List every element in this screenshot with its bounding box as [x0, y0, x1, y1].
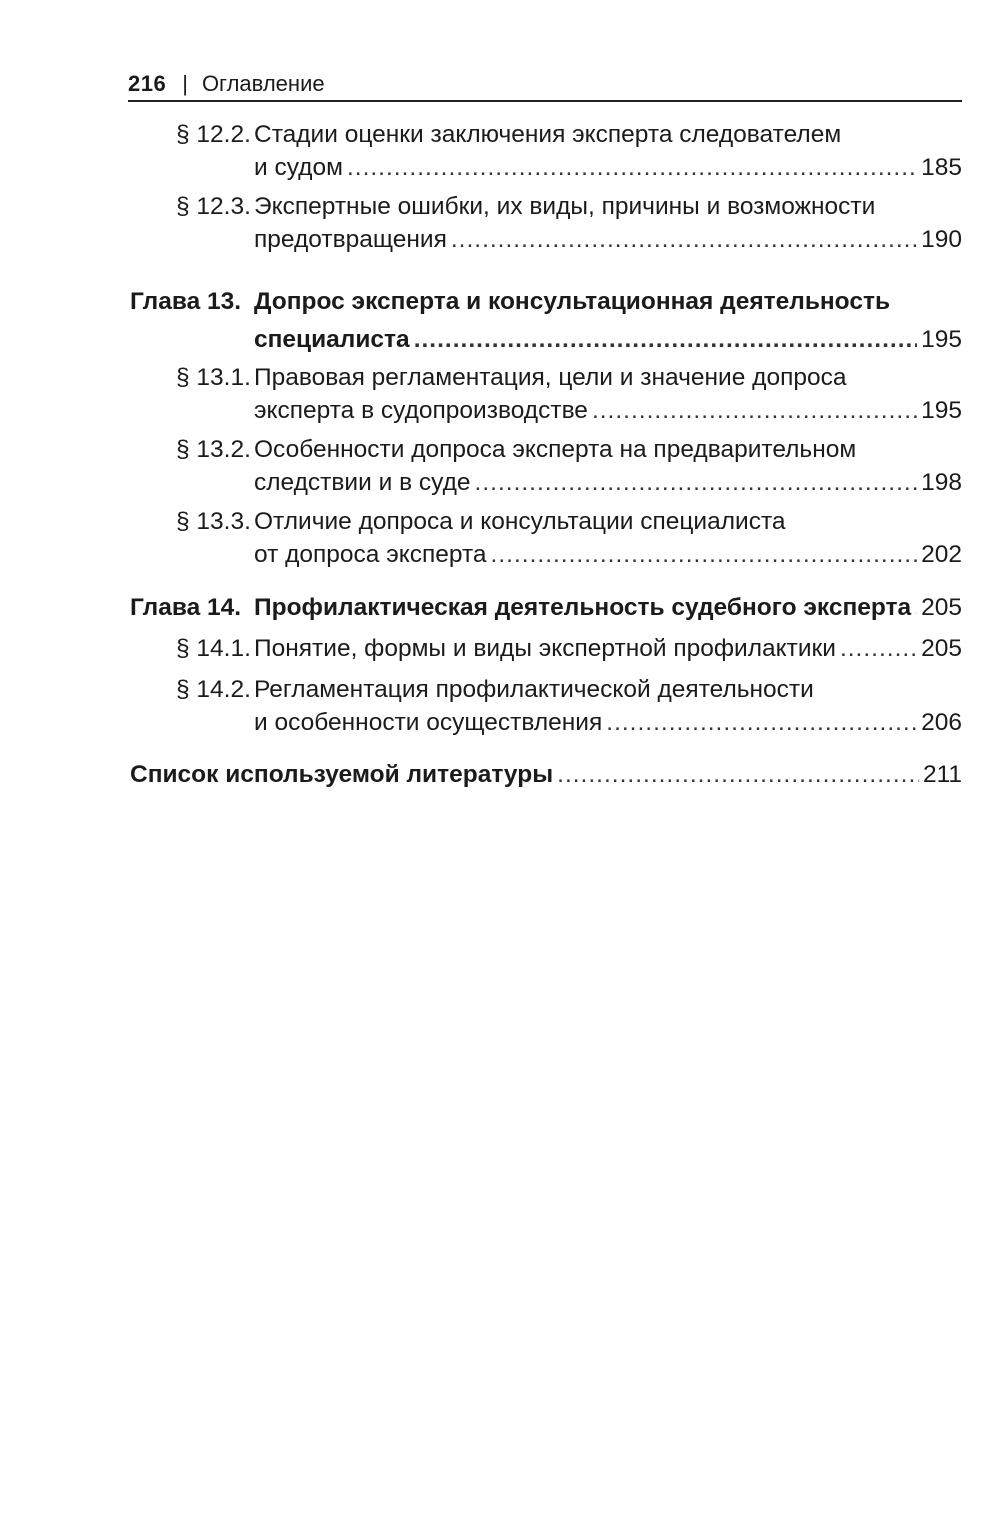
toc-entry-title-cont: и судом	[254, 154, 343, 181]
toc-entry-title: Понятие, формы и виды экспертной профилактики	[254, 635, 836, 662]
leader-dots	[475, 466, 918, 499]
toc-entry-title: Регламентация профилактической деятельности	[254, 676, 814, 703]
header-section-title: Оглавление	[201, 71, 325, 96]
leader-dots	[840, 632, 917, 665]
toc-chapter-number: Глава 14.	[130, 594, 242, 621]
toc-entry-number: § 12.2.	[176, 121, 251, 148]
toc-page-number: 205	[921, 635, 962, 662]
toc-entry-title-cont: и особенности осуществления	[254, 709, 603, 736]
toc-chapter-title: Профилактическая деятельность судебного эксперта	[254, 594, 912, 621]
toc-page-number: 202	[921, 541, 962, 568]
running-header	[128, 68, 962, 100]
toc-entry-number: § 13.3.	[176, 508, 251, 535]
toc-page-number: 195	[921, 326, 962, 353]
toc-entry-number: § 14.2.	[176, 676, 251, 703]
toc-entry-12-3[interactable]	[176, 190, 962, 256]
toc-page-number: 198	[921, 469, 962, 496]
toc-entry-12-2[interactable]	[176, 118, 962, 184]
toc-entry-title-cont: эксперта в судопроизводстве	[254, 397, 588, 424]
toc-entry-title: Правовая регламентация, цели и значение допроса	[254, 364, 847, 391]
toc-chapter-title-cont: специалиста	[254, 326, 410, 353]
toc-entry-title: Стадии оценки заключения эксперта следователем	[254, 121, 842, 148]
toc-page-number: 195	[921, 397, 962, 424]
toc-entry-title: Особенности допроса эксперта на предварительном	[254, 436, 857, 463]
toc-page-number: 206	[921, 709, 962, 736]
leader-dots	[915, 591, 917, 624]
toc-page-number: 185	[921, 154, 962, 181]
toc-entry-title-cont: следствии и в суде	[254, 469, 471, 496]
leader-dots	[347, 151, 917, 184]
toc-entry-number: § 14.1.	[176, 635, 251, 662]
toc-entry-14-1[interactable]	[176, 632, 962, 665]
toc-entry-title: Отличие допроса и консультации специалиста	[254, 508, 786, 535]
leader-dots	[491, 538, 918, 571]
header-separator: |	[182, 71, 188, 96]
leader-dots	[451, 223, 917, 256]
toc-page-number: 211	[922, 761, 962, 788]
leader-dots	[592, 394, 917, 427]
leader-dots	[557, 758, 919, 791]
toc-page-number: 205	[921, 594, 962, 621]
leader-dots	[606, 706, 917, 739]
page-number: 216	[128, 71, 167, 96]
toc-entry-number: § 12.3.	[176, 193, 251, 220]
toc-chapter-13[interactable]	[130, 283, 962, 359]
toc-entry-number: § 13.2.	[176, 436, 251, 463]
toc-entry-title-cont: предотвращения	[254, 226, 447, 253]
leader-dots	[414, 321, 917, 359]
toc-entry-13-2[interactable]	[176, 433, 962, 499]
toc-entry-title-cont: от допроса эксперта	[254, 541, 487, 568]
header-rule	[128, 100, 962, 102]
toc-page-number: 190	[921, 226, 962, 253]
toc-entry-number: § 13.1.	[176, 364, 251, 391]
toc-chapter-14[interactable]	[130, 591, 962, 624]
toc-bibliography-title: Список используемой литературы	[130, 761, 554, 788]
toc-entry-title: Экспертные ошибки, их виды, причины и возможности	[254, 193, 876, 220]
toc-chapter-title: Допрос эксперта и консультационная деятельность	[254, 288, 891, 315]
toc-entry-14-2[interactable]	[176, 673, 962, 739]
toc-bibliography[interactable]	[130, 758, 962, 791]
toc-entry-13-1[interactable]	[176, 361, 962, 427]
toc-chapter-number: Глава 13.	[130, 288, 242, 315]
toc-entry-13-3[interactable]	[176, 505, 962, 571]
